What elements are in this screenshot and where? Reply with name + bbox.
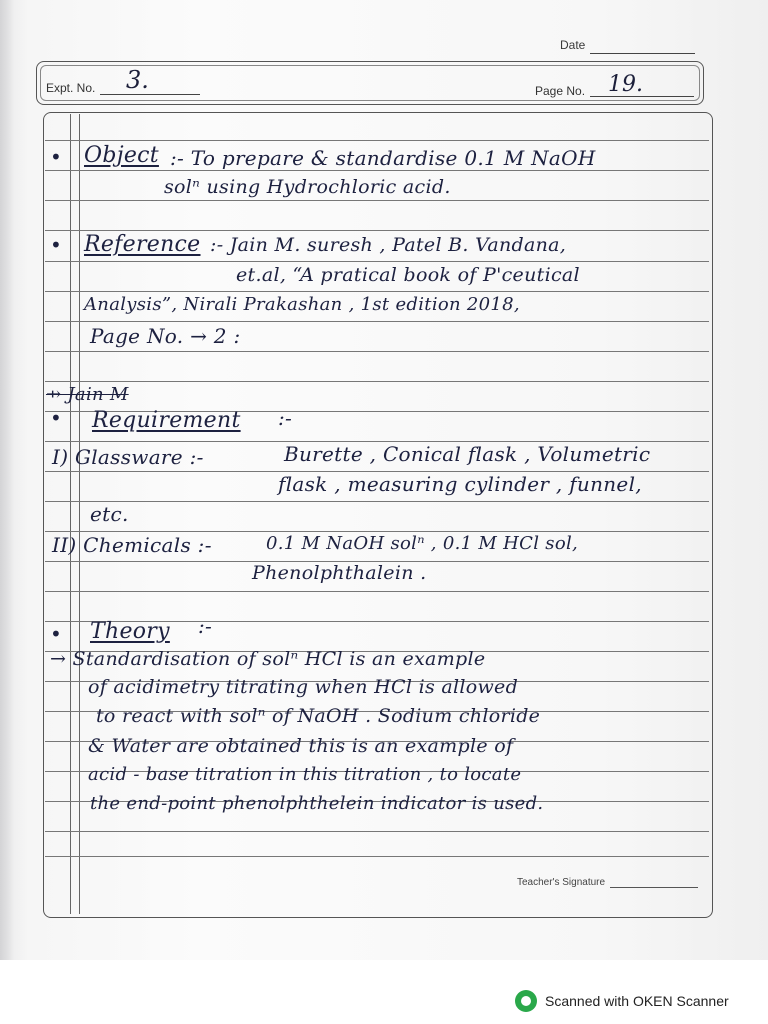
page-no-label: Page No. [535, 84, 586, 98]
theory-text: & Water are obtained this is an example of [88, 735, 514, 757]
glassware-text: Burette , Conical flask , Volumetric [284, 442, 651, 466]
margin-line [79, 114, 80, 914]
date-label: Date [560, 38, 586, 52]
margin-line [70, 114, 71, 914]
theory-text: of acidimetry titrating when HCl is allowed [88, 676, 519, 698]
theory-text: → Standardisation of solⁿ HCl is an example [50, 648, 486, 670]
ruled-line [45, 200, 709, 201]
ruled-line [45, 351, 709, 352]
theory-text: to react with solⁿ of NaOH . Sodium chloride [96, 705, 541, 727]
ruled-line [45, 321, 709, 322]
reference-text: Page No. → 2 : [90, 324, 241, 348]
teacher-signature-label: Teacher's Signature [517, 877, 606, 888]
ruled-line [45, 501, 709, 502]
expt-no-label: Expt. No. [46, 81, 96, 95]
page-no-value: 19. [608, 72, 643, 97]
ruled-line [45, 291, 709, 292]
glassware-text: flask , measuring cylinder , funnel, [278, 472, 642, 496]
ruled-line [45, 591, 709, 592]
reference-text: :- Jain M. suresh , Patel B. Vandana, [210, 234, 567, 256]
ruled-line [45, 230, 709, 231]
struck-text: ⇸ Jain M [46, 384, 129, 405]
theory-heading: Theory [90, 619, 170, 644]
scanner-text: Scanned with OKEN Scanner [545, 993, 729, 1009]
expt-no-value: 3. [126, 66, 149, 94]
bullet: • [50, 233, 62, 257]
reference-heading: Reference [84, 232, 201, 257]
ruled-line [45, 856, 709, 857]
requirement-heading: Requirement [92, 408, 241, 433]
theory-suffix: :- [198, 614, 213, 638]
ruled-line [45, 381, 709, 382]
signature-line [610, 887, 698, 888]
expt-no-line [100, 94, 200, 95]
object-text: solⁿ using Hydrochloric acid. [164, 176, 451, 198]
object-heading: Object [84, 143, 159, 168]
bullet: • [50, 406, 62, 430]
scanner-watermark [515, 990, 729, 1012]
ruled-line [45, 261, 709, 262]
theory-text: acid - base titration in this titration , to locate [88, 764, 522, 785]
reference-text: Analysis”, Nirali Prakashan , 1st edition 2018, [84, 294, 520, 315]
theory-text: the end-point phenolphthelein indicator is used. [90, 793, 544, 814]
scanner-logo-icon [515, 990, 537, 1012]
ruled-line [45, 170, 709, 171]
reference-text: et.al, “A pratical book of P'ceutical [236, 264, 580, 286]
date-field-line [590, 53, 695, 54]
ruled-line [45, 531, 709, 532]
ruled-line [45, 831, 709, 832]
requirement-suffix: :- [278, 406, 293, 430]
page-shadow [0, 0, 14, 960]
chemicals-text: 0.1 M NaOH solⁿ , 0.1 M HCl sol, [266, 533, 579, 554]
glassware-label: I) Glassware :- [52, 445, 204, 469]
glassware-text: etc. [90, 502, 129, 526]
bullet: • [50, 145, 62, 169]
chemicals-text: Phenolphthalein . [252, 562, 427, 584]
bullet: • [50, 622, 62, 646]
object-text: :- To prepare & standardise 0.1 M NaOH [170, 146, 596, 170]
ruled-line [45, 140, 709, 141]
chemicals-label: II) Chemicals :- [52, 533, 212, 557]
